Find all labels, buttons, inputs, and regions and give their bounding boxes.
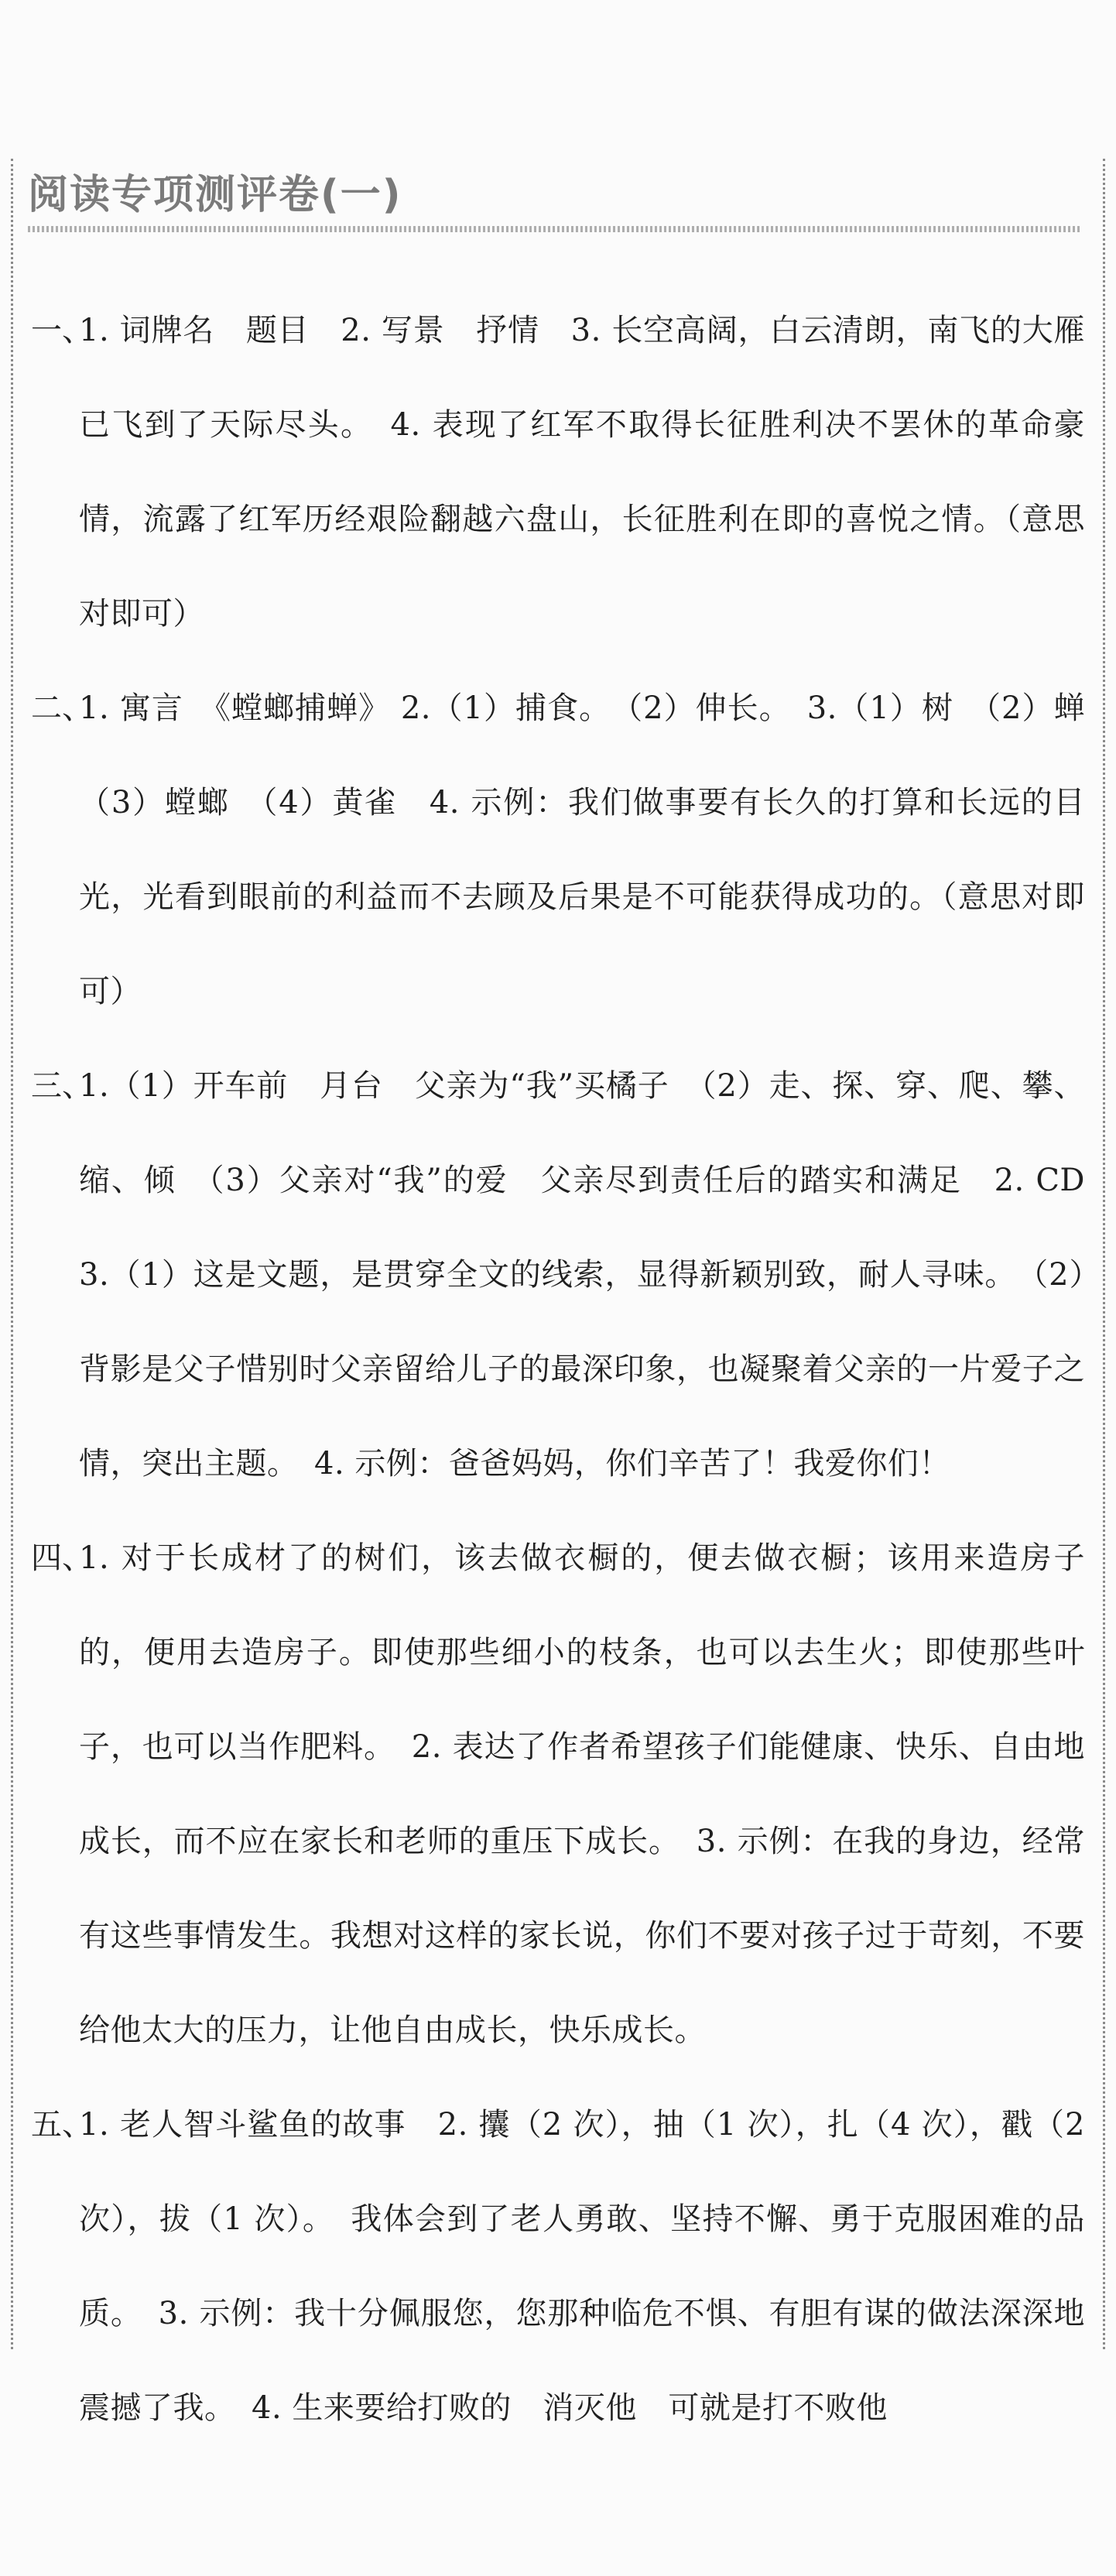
section-5 [31,2078,1085,2455]
left-dotted-border [11,159,13,2349]
section-number: 一、 [31,313,93,348]
page-title: 阅读专项测评卷(一) [28,172,402,218]
section-1 [31,283,1085,661]
section-number: 三、 [31,1068,93,1104]
section-number: 四、 [31,1540,93,1576]
answer-content [31,283,1116,2455]
section-answer-text: 1. 词牌名 题目 2. 写景 抒情 3. 长空高阔，白云清朗，南飞的大雁已飞到了天际尽头。 4. 表现了红军不取得长征胜利决不罢休的革命豪情，流露了红军历经艰险翻越六盘山，长征胜利在即的喜悦之情。（意思对即可） [79,313,1085,632]
section-4 [31,1511,1085,2078]
section-answer-text: 1. 寓言 《螳螂捕蝉》 2.（1）捕食。 （2）伸长。 3.（1）树 （2）蝉 （3）螳螂 （4）黄雀 4. 示例：我们做事要有长久的打算和长远的目光，光看到眼前的利益而不去顾及后果是不可能获得成功的。（意思对即可） [79,690,1116,1009]
section-3 [31,1039,1116,1511]
section-number: 二、 [31,690,93,726]
right-dotted-border [1103,159,1105,2349]
section-number: 五、 [31,2107,93,2143]
title-underline [28,226,1080,232]
section-2 [31,661,1116,1039]
section-answer-text: 1.（1）开车前 月台 父亲为“我”买橘子 （2）走、探、穿、爬、攀、缩、倾 （3）父亲对“我”的爱 父亲尽到责任后的踏实和满足 2. CD 3.（1）这是文题，是贯穿全文的线索，显得新颖别致，耐人寻味。 （2）背影是父子惜别时父亲留给儿子的最深印象，也凝聚着父亲的一片爱子之情，突出主题。 4. 示例：爸爸妈妈，你们辛苦了！我爱你们！ [79,1068,1116,1482]
title-block [28,169,1080,232]
section-answer-text: 1. 老人智斗鲨鱼的故事 2. 攮（2 次），抽（1 次），扎（4 次），戳（2 次），拔（1 次）。 我体会到了老人勇敢、坚持不懈、勇于克服困难的品质。 3. 示例：我十分佩服您，您那种临危不惧、有胆有谋的做法深深地震撼了我。 4. 生来要给打败的 消灭他 可就是打不败他 [79,2107,1085,2426]
section-answer-text: 1. 对于长成材了的树们，该去做衣橱的，便去做衣橱；该用来造房子的，便用去造房子。即使那些细小的枝条，也可以去生火；即使那些叶子，也可以当作肥料。 2. 表达了作者希望孩子们能健康、快乐、自由地成长，而不应在家长和老师的重压下成长。 3. 示例：在我的身边，经常有这些事情发生。我想对这样的家长说，你们不要对孩子过于苛刻，不要给他太大的压力，让他自由成长，快乐成长。 [79,1540,1085,2048]
